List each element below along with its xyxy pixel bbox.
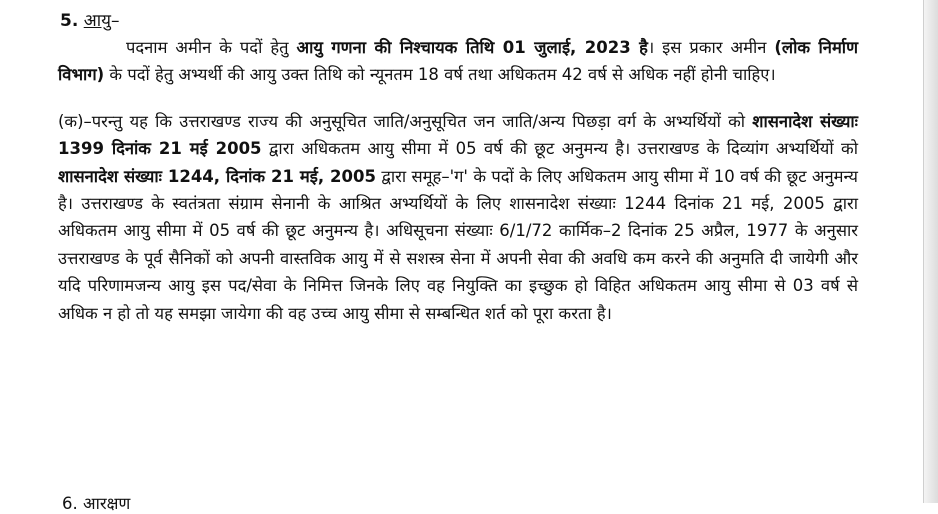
next-section-cutoff: 6. आरक्षण (62, 494, 131, 513)
para2-text-2: द्वारा अधिकतम आयु सीमा में 05 वर्ष की छूट अनुमन्य है। उत्तराखण्ड के दिव्यांग अभ्यर्थियों को (261, 139, 858, 159)
page-edge (923, 0, 938, 503)
section-title: आयु (83, 11, 111, 31)
document-body (58, 8, 858, 327)
para1-text-1: पदनाम अमीन के पदों हेतु (126, 38, 297, 57)
age-relaxation-paragraph (58, 108, 858, 327)
section-number: 5. (60, 11, 79, 31)
para1-text-2: । इस प्रकार अमीन (647, 38, 775, 57)
para1-text-3: के पदों हेतु अभ्यर्थी की आयु उक्त तिथि को न्यूनतम 18 वर्ष तथा अधिकतम 42 वर्ष से अधिक नहीं होनी चाहिए। (104, 65, 776, 85)
para2-bold-order-2: शासनादेश संख्याः 1244, दिनांक 21 मई, 2005 (58, 166, 376, 186)
para1-bold-date: आयु गणना की निश्चायक तिथि 01 जुलाई, 2023 है (296, 38, 648, 57)
section-heading (60, 8, 858, 34)
age-paragraph (58, 34, 858, 89)
section-title-suffix: – (110, 11, 120, 31)
para2-text-3: द्वारा समूह–'ग' के पदों के लिए अधिकतम आयु सीमा में 10 वर्ष की छूट अनुमन्य है। उत्तराखण्ड के स्वतंत्रता संग्राम सेनानी के आश्रित अभ्यर्थियों के लिए शासनादेश संख्याः 1244 दिनांक 21 मई, 2005 द्वारा अधिकतम आयु सीमा में 05 वर्ष की छूट अनुमन्य है। अधिसूचना संख्याः 6/1/72 कार्मिक–2 दिनांक 25 अप्रैल, 1977 के अनुसार उत्तराखण्ड के पूर्व सैनिकों को अपनी वास्तविक आयु में से सशस्त्र सेना में अपनी सेवा की अवधि कम करने की अनुमति दी जायेगी और यदि परिणामजन्य आयु इस पद/सेवा के निमित्त जिनके लिए वह नियुक्ति का इच्छुक हो विहित अधिकतम आयु सीमा से 03 वर्ष से अधिक न हो तो यह समझा जायेगा की वह उच्च आयु सीमा से सम्बन्धित शर्त को पूरा करता है। (58, 166, 858, 323)
para2-bold-order-1: शासनादेश संख्याः 1399 दिनांक 21 मई 2005 (58, 111, 858, 159)
para2-text-1: (क)–परन्तु यह कि उत्तराखण्ड राज्य की अनुसूचित जाति/अनुसूचित जन जाति/अन्य पिछड़ा वर्ग के अभ्यर्थियों को (58, 111, 753, 131)
para1-bold-department: (लोक निर्माण विभाग) (58, 38, 859, 85)
